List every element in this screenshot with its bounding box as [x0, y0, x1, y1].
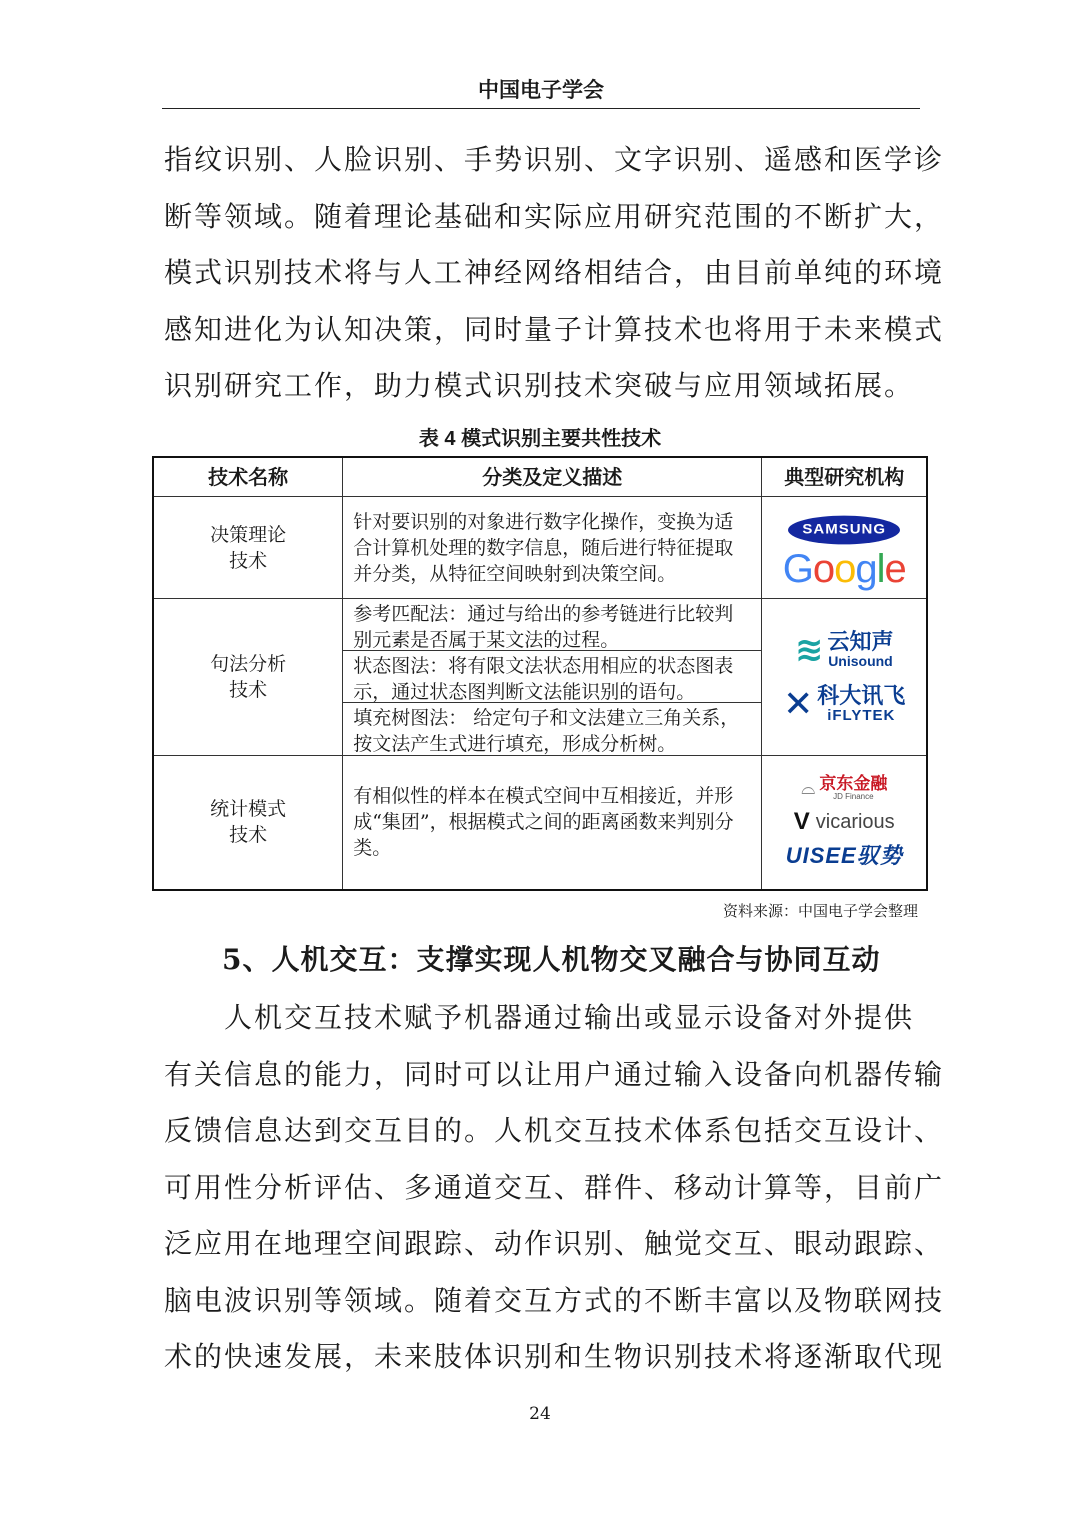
paragraph-2	[164, 990, 945, 1386]
tech-name: 决策理论 技术	[210, 523, 287, 572]
tech-desc: 填充树图法： 给定句子和文法建立三角关系，按文法产生式进行填充，形成分析树。	[353, 707, 740, 755]
table-row	[153, 497, 927, 599]
jd-en: JD Finance	[833, 791, 874, 801]
org-cell	[762, 599, 927, 756]
tech-desc: 有相似性的样本在模式空间中互相接近，并形成“集团”，根据模式之间的距离函数来判别分类。	[353, 785, 734, 860]
page-number: 24	[529, 1404, 551, 1424]
text-line: 模式识别技术将与人工神经网络相结合，由目前单纯的环境	[164, 256, 945, 289]
column-header: 技术名称	[153, 457, 343, 497]
tech-desc-cell	[343, 599, 762, 756]
unisound-mark-icon: ≋	[794, 630, 824, 669]
section-title: 5、人机交互：支撑实现人机物交叉融合与协同互动	[222, 943, 881, 976]
unisound-en: Unisound	[828, 652, 893, 669]
tech-desc: 状态图法：将有限文法状态用相应的状态图表示，通过状态图判断文法能识别的语句。	[343, 651, 761, 703]
uisee-logo: UISEE驭势	[785, 843, 903, 869]
table-source: 资料来源：中国电子学会整理	[722, 903, 918, 920]
org-cell	[762, 497, 927, 599]
iflytek-mark-icon: ✕	[783, 683, 814, 724]
text-line: 感知进化为认知决策，同时量子计算技术也将用于未来模式	[164, 312, 945, 346]
tech-name-cell	[153, 599, 343, 756]
text-line: 识别研究工作，助力模式识别技术突破与应用领域拓展。	[164, 369, 915, 402]
jd-cn: 京东金融	[819, 773, 888, 794]
tech-desc-cell	[343, 756, 762, 890]
org-cell	[762, 756, 927, 890]
text-line: 有关信息的能力，同时可以让用户通过输入设备向机器传输	[164, 1057, 945, 1091]
text-line: 人机交互技术赋予机器通过输出或显示设备对外提供	[164, 1001, 915, 1034]
samsung-logo: SAMSUNG	[788, 515, 900, 544]
paragraph-1	[164, 132, 945, 415]
table-row	[153, 599, 927, 756]
iflytek-logo	[783, 683, 906, 724]
tech-name: 句法分析 技术	[210, 653, 287, 701]
text-line: 反馈信息达到交互目的。人机交互技术体系包括交互设计、	[164, 1114, 945, 1147]
column-header: 典型研究机构	[762, 457, 927, 497]
text-line: 泛应用在地理空间跟踪、动作识别、触觉交互、眼动跟踪、	[164, 1227, 945, 1260]
text-line: 术的快速发展，未来肢体识别和生物识别技术将逐渐取代现	[164, 1340, 945, 1373]
tech-name-cell	[153, 756, 343, 890]
table-caption: 表 4 模式识别主要共性技术	[418, 428, 662, 450]
table-row	[153, 756, 927, 890]
tech-name: 统计模式 技术	[210, 798, 287, 847]
tech-name-cell	[153, 497, 343, 599]
tech-desc: 参考匹配法：通过与给出的参考链进行比较判别元素是否属于某文法的过程。	[343, 599, 761, 651]
vicarious-logo	[794, 809, 895, 835]
tech-desc-cell	[343, 497, 762, 599]
table-header-row	[153, 457, 927, 497]
text-line: 断等领域。随着理论基础和实际应用研究范围的不断扩大，	[164, 199, 945, 233]
tech-desc: 针对要识别的对象进行数字化操作，变换为适合计算机处理的数字信息，随后进行特征提取并分类，从特征空间映射到决策空间。	[353, 510, 734, 585]
page-header: 中国电子学会	[162, 74, 920, 109]
unisound-logo	[794, 629, 894, 669]
vicarious-v-icon: V	[793, 808, 810, 836]
iflytek-en: iFLYTEK	[827, 706, 896, 724]
tech-table	[152, 456, 928, 891]
vicarious-text: vicarious	[815, 811, 895, 834]
jd-finance-logo	[801, 775, 887, 801]
google-logo: Google	[782, 546, 906, 591]
text-line: 指纹识别、人脸识别、手势识别、文字识别、遥感和医学诊	[164, 143, 945, 176]
iflytek-cn: 科大讯飞	[817, 683, 906, 709]
column-header: 分类及定义描述	[343, 457, 762, 497]
text-line: 脑电波识别等领域。随着交互方式的不断丰富以及物联网技	[164, 1283, 945, 1317]
text-line: 可用性分析评估、多通道交互、群件、移动计算等，目前广	[164, 1170, 945, 1204]
jd-dog-icon: ⌓	[801, 778, 816, 799]
unisound-cn: 云知声	[827, 629, 894, 655]
